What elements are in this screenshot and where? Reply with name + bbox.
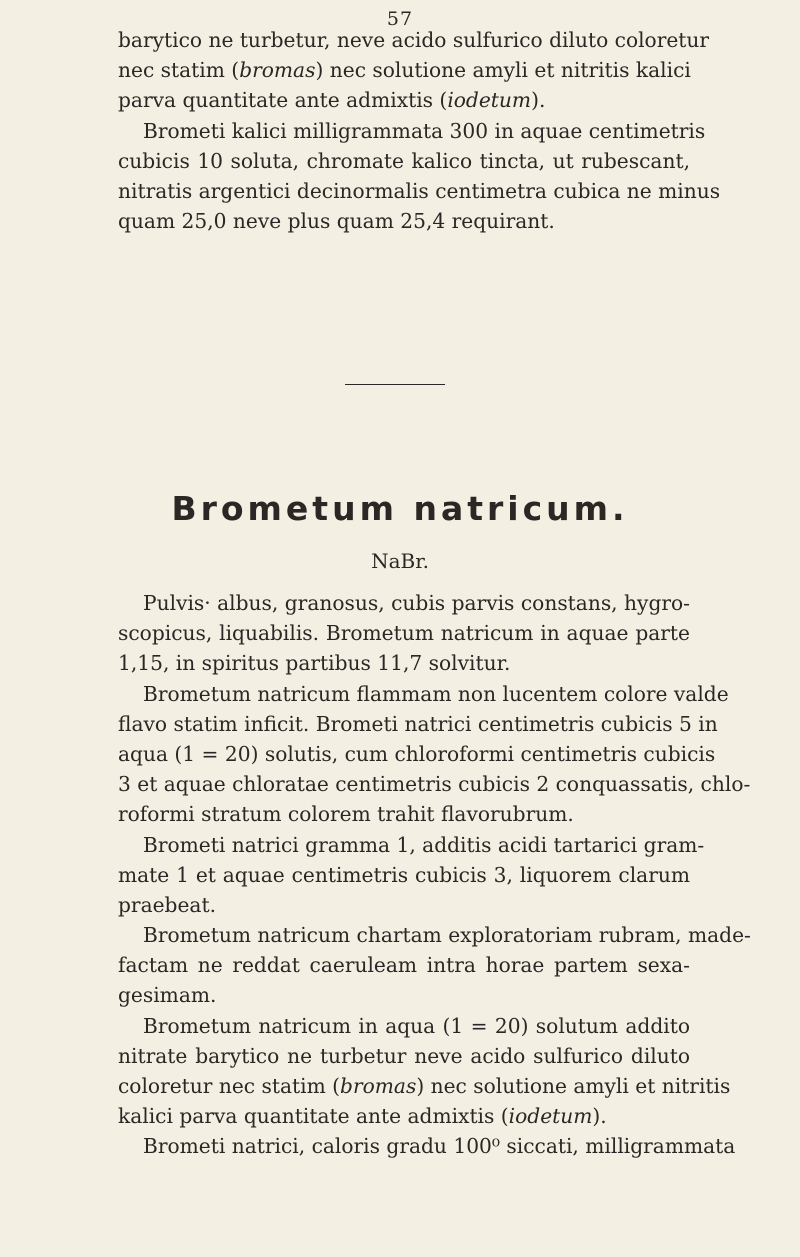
text-line: Brometum natricum in aqua (1 = 20) solutum addito [143,1013,690,1038]
italic-term: bromas [340,1074,417,1098]
text-line: Brometi natrici, caloris gradu 100⁰ siccati, milligrammata [143,1134,736,1159]
text-line: aqua (1 = 20) solutis, cum chloroformi centimetris cubicis [118,741,716,766]
italic-term: iodetum [508,1104,593,1129]
chemical-formula: NaBr. [371,549,429,573]
text-line: factam ne reddat caeruleam intra horae partem sexa- [118,953,690,978]
section-heading: Brometum natricum. [171,489,629,528]
text-line: nitratis argentici decinormalis centimetra cubica ne minus [118,178,721,203]
italic-term: iodetum [447,88,532,113]
text-segment: ). [592,1104,607,1129]
text-block-main [118,588,751,1162]
italic-term: bromas [239,58,316,83]
text-line: nitrate barytico ne turbetur neve acido sulfurico diluto [118,1043,690,1068]
text-line: 3 et aquae chloratae centimetris cubicis 2 conquassatis, chlo- [118,772,751,797]
text-line: Brometum natricum chartam exploratoriam rubram, made- [143,923,751,948]
text-segment: ). [531,88,546,113]
text-line: Brometi kalici milligrammata 300 in aquae centimetris [143,118,706,143]
section-divider [345,384,445,385]
text-line: Pulvis· albus, granosus, cubis parvis constans, hygro- [143,591,690,615]
text-line: cubicis 10 soluta, chromate kalico tincta, ut rubescant, [118,148,690,173]
text-segment: ) nec solutione amyli et nitritis [416,1074,731,1098]
text-line [118,1101,690,1131]
text-segment: kalici parva quantitate ante admixtis ( [118,1104,509,1129]
text-line: 1,15, in spiritus partibus 11,7 solvitur. [118,651,511,676]
text-line: Brometi natrici gramma 1, additis acidi tartarici gram- [143,832,705,857]
page-number: 57 [386,8,414,30]
text-block-top [118,25,721,236]
text-segment: coloretur nec statim ( [118,1074,341,1098]
text-line: roformi stratum colorem trahit flavorubrum. [118,802,574,827]
text-line: Brometum natricum flammam non lucentem colore valde [143,681,729,706]
text-line [118,1071,731,1101]
text-line: quam 25,0 neve plus quam 25,4 requirant. [118,209,555,234]
text-segment: nec statim ( [118,58,240,83]
text-line: barytico ne turbetur, neve acido sulfurico diluto coloretur [118,28,710,52]
text-line: mate 1 et aquae centimetris cubicis 3, liquorem clarum [118,862,690,887]
text-segment: parva quantitate ante admixtis ( [118,88,448,113]
text-segment: ) nec solutione amyli et nitritis kalici [315,58,691,83]
text-line: scopicus, liquabilis. Brometum natricum in aquae parte [118,621,690,646]
text-line: gesimam. [118,983,217,1008]
text-line [118,85,690,115]
text-line: praebeat. [118,892,216,917]
text-line: flavo statim inficit. Brometi natrici centimetris cubicis 5 in [118,711,718,736]
text-line [118,55,690,85]
